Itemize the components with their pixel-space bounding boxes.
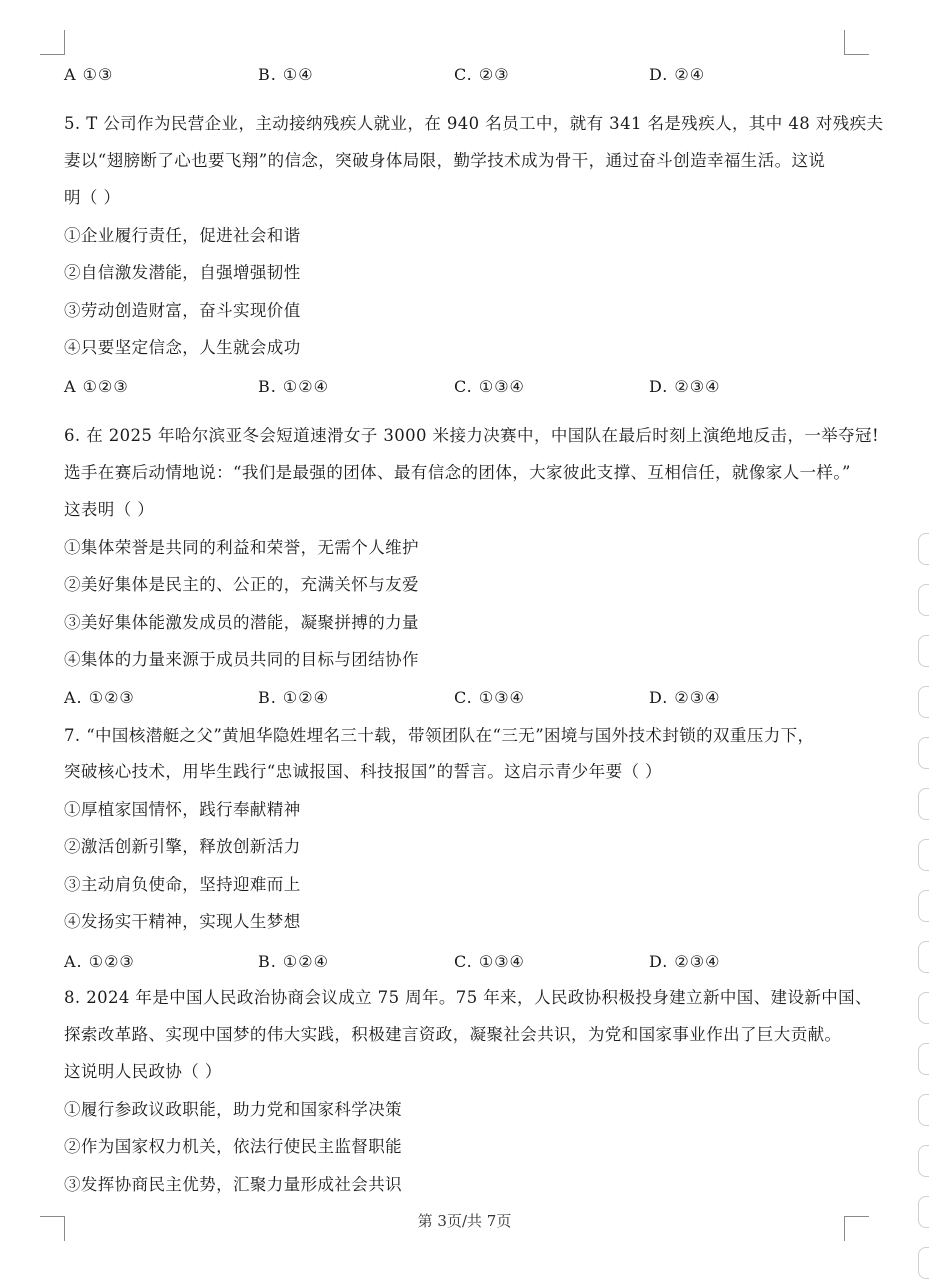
side-tab[interactable] bbox=[918, 788, 929, 820]
question-8-item: ②作为国家权力机关，依法行使民主监督职能 bbox=[64, 1137, 402, 1156]
option-b: B. ①②④ bbox=[258, 688, 329, 707]
option-a: A ①②③ bbox=[64, 377, 129, 396]
side-tab[interactable] bbox=[918, 1145, 929, 1177]
question-8-stem: 这说明人民政协（ ） bbox=[64, 1062, 222, 1081]
side-tab[interactable] bbox=[918, 584, 929, 616]
question-8-item: ③发挥协商民主优势，汇聚力量形成社会共识 bbox=[64, 1175, 402, 1194]
question-5-item: ①企业履行责任，促进社会和谐 bbox=[64, 226, 301, 245]
question-6-item: ④集体的力量来源于成员共同的目标与团结协作 bbox=[64, 650, 419, 669]
option-b: B. ①②④ bbox=[258, 952, 329, 971]
side-tab[interactable] bbox=[918, 1043, 929, 1075]
question-7-stem: 7. “中国核潜艇之父”黄旭华隐姓埋名三十载，带领团队在“三无”困境与国外技术封锁的双重压力下， bbox=[64, 726, 815, 745]
option-d: D. ②④ bbox=[649, 65, 706, 84]
side-tab[interactable] bbox=[918, 1094, 929, 1126]
question-5-stem: 明（ ） bbox=[64, 188, 121, 207]
option-c: C. ①③④ bbox=[454, 952, 525, 971]
side-tab[interactable] bbox=[918, 890, 929, 922]
crop-mark-top-right bbox=[844, 30, 869, 55]
side-tab[interactable] bbox=[918, 686, 929, 718]
question-6-item: ②美好集体是民主的、公正的，充满关怀与友爱 bbox=[64, 575, 419, 594]
question-7-item: ②激活创新引擎，释放创新活力 bbox=[64, 837, 301, 856]
option-a: A. ①②③ bbox=[64, 952, 135, 971]
question-8-item: ①履行参政议政职能，助力党和国家科学决策 bbox=[64, 1100, 402, 1119]
option-d: D. ②③④ bbox=[649, 688, 721, 707]
question-5-item: ③劳动创造财富，奋斗实现价值 bbox=[64, 301, 301, 320]
question-6-item: ①集体荣誉是共同的利益和荣誉，无需个人维护 bbox=[64, 538, 419, 557]
question-5-item: ②自信激发潜能，自强增强韧性 bbox=[64, 263, 301, 282]
option-b: B. ①④ bbox=[258, 65, 314, 84]
question-8-stem: 8. 2024 年是中国人民政治协商会议成立 75 周年。75 年来，人民政协积极投身建立新中国、建设新中国、 bbox=[64, 988, 872, 1007]
question-5-item: ④只要坚定信念，人生就会成功 bbox=[64, 338, 301, 357]
question-5-stem: 5. T 公司作为民营企业，主动接纳残疾人就业，在 940 名员工中，就有 341 名是残疾人，其中 48 对残疾夫 bbox=[64, 114, 884, 133]
option-c: C. ①③④ bbox=[454, 688, 525, 707]
question-6-item: ③美好集体能激发成员的潜能，凝聚拼搏的力量 bbox=[64, 613, 419, 632]
option-a: A. ①②③ bbox=[64, 688, 135, 707]
side-tab[interactable] bbox=[918, 992, 929, 1024]
side-tab[interactable] bbox=[918, 635, 929, 667]
crop-mark-top-left bbox=[40, 30, 65, 55]
side-tab[interactable] bbox=[918, 1247, 929, 1279]
question-6-stem: 这表明（ ） bbox=[64, 500, 155, 519]
question-6-stem: 选手在赛后动情地说：“我们是最强的团体、最有信念的团体，大家彼此支撑、互相信任，就像家人一样。” bbox=[64, 463, 851, 482]
question-7-item: ③主动肩负使命，坚持迎难而上 bbox=[64, 875, 301, 894]
option-d: D. ②③④ bbox=[649, 952, 721, 971]
page-number-footer: 第 3页/共 7页 bbox=[417, 1212, 512, 1230]
question-5-stem: 妻以“翅膀断了心也要飞翔”的信念，突破身体局限，勤学技术成为骨干，通过奋斗创造幸福生活。这说 bbox=[64, 151, 826, 170]
question-7-stem: 突破核心技术，用毕生践行“忠诚报国、科技报国”的誓言。这启示青少年要（ ） bbox=[64, 762, 662, 781]
option-c: C. ②③ bbox=[454, 65, 510, 84]
side-tab[interactable] bbox=[918, 941, 929, 973]
option-a: A ①③ bbox=[64, 65, 114, 84]
side-tab[interactable] bbox=[918, 737, 929, 769]
question-7-item: ①厚植家国情怀，践行奉献精神 bbox=[64, 800, 301, 819]
question-7-item: ④发扬实干精神，实现人生梦想 bbox=[64, 912, 301, 931]
option-d: D. ②③④ bbox=[649, 377, 721, 396]
question-6-stem: 6. 在 2025 年哈尔滨亚冬会短道速滑女子 3000 米接力决赛中，中国队在最后时刻上演绝地反击，一举夺冠! bbox=[64, 426, 879, 445]
side-tab[interactable] bbox=[918, 839, 929, 871]
side-tab[interactable] bbox=[918, 533, 929, 565]
side-tab[interactable] bbox=[918, 1196, 929, 1228]
option-c: C. ①③④ bbox=[454, 377, 525, 396]
option-b: B. ①②④ bbox=[258, 377, 329, 396]
question-8-stem: 探索改革路、实现中国梦的伟大实践，积极建言资政，凝聚社会共识，为党和国家事业作出了巨大贡献。 bbox=[64, 1025, 842, 1044]
